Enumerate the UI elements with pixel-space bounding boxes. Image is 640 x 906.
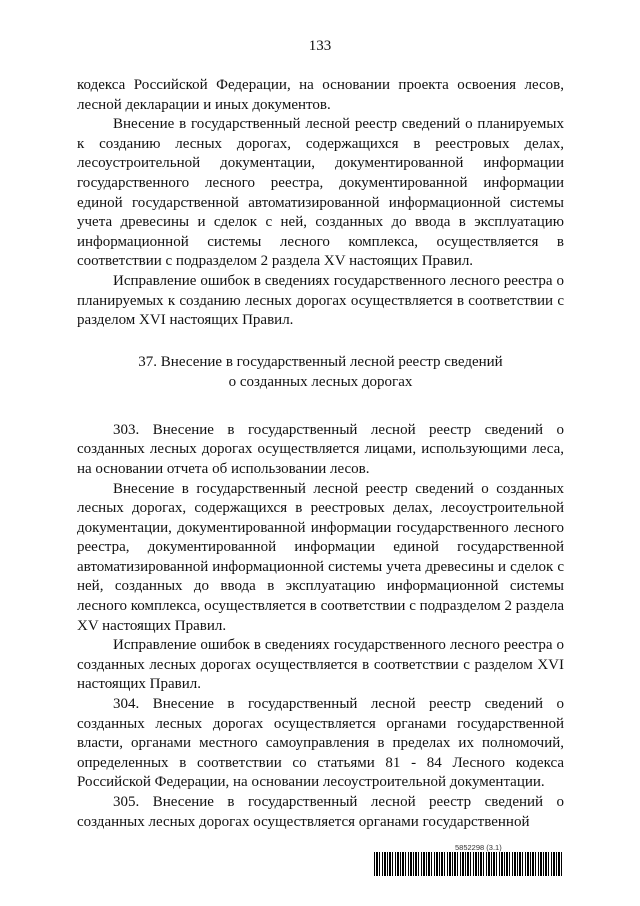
document-body [77,76,564,832]
section-heading-line-2: о созданных лесных дорогах [228,373,413,390]
page-number: 133 [308,38,332,54]
barcode-number: 5852298 (3.1) [455,843,502,852]
paragraph-created-roads-entry: Внесение в государственный лесной реестр сведений о созданных лесных дорогах, содержащихся в реестровых делах, лесоустроительной документации, документированной информации государственного лесного реестра, документированной информации единой государственной автоматизированной информационной системы учета древесины и сделок с ней, созданных до ввода в эксплуатацию информационной системы лесного комплекса, осуществляется в соответствии с подразделом 2 раздела XV настоящих Правил. [77,480,564,634]
paragraph-created-roads-corrections: Исправление ошибок в сведениях государственного лесного реестра о созданных лесных дорогах осуществляется в соответствии с разделом XVI настоящих Правил. [77,637,564,693]
paragraph-planned-roads-entry: Внесение в государственный лесной реестр сведений о планируемых к созданию лесных дорогах, содержащихся в реестровых делах, лесоустроительной документации, документированной информации государственного лесного реестра, документированной информации единой государственной автоматизированной информационной системы учета древесины и сделок с ней, созданных до ввода в эксплуатацию информационной системы лесного комплекса, осуществляется в соответствии с подразделом 2 раздела XV настоящих Правил. [77,116,564,270]
barcode-image [374,852,564,876]
paragraph-305: 305. Внесение в государственный лесной реестр сведений о созданных лесных дорогах осуществляется органами государственной [77,794,564,830]
paragraph-planned-roads-corrections: Исправление ошибок в сведениях государственного лесного реестра о планируемых к созданию лесных дорогах осуществляется в соответствии с разделом XVI настоящих Правил. [77,272,564,329]
section-heading-37 [77,352,564,392]
paragraph-continuation: кодекса Российской Федерации, на основании проекта освоения лесов, лесной декларации и иных документов. [77,77,564,113]
paragraph-304: 304. Внесение в государственный лесной реестр сведений о созданных лесных дорогах осуществляется органами государственной власти, органами местного самоуправления в пределах их полномочий, определенных в соответствии со статьями 81 - 84 Лесного кодекса Российской Федерации, на основании лесоустроительной документации. [77,696,564,791]
section-heading-line-1: 37. Внесение в государственный лесной реестр сведений [138,353,503,370]
paragraph-303: 303. Внесение в государственный лесной реестр сведений о созданных лесных дорогах осуществляется лицами, использующими леса, на основании отчета об использовании лесов. [77,421,564,477]
